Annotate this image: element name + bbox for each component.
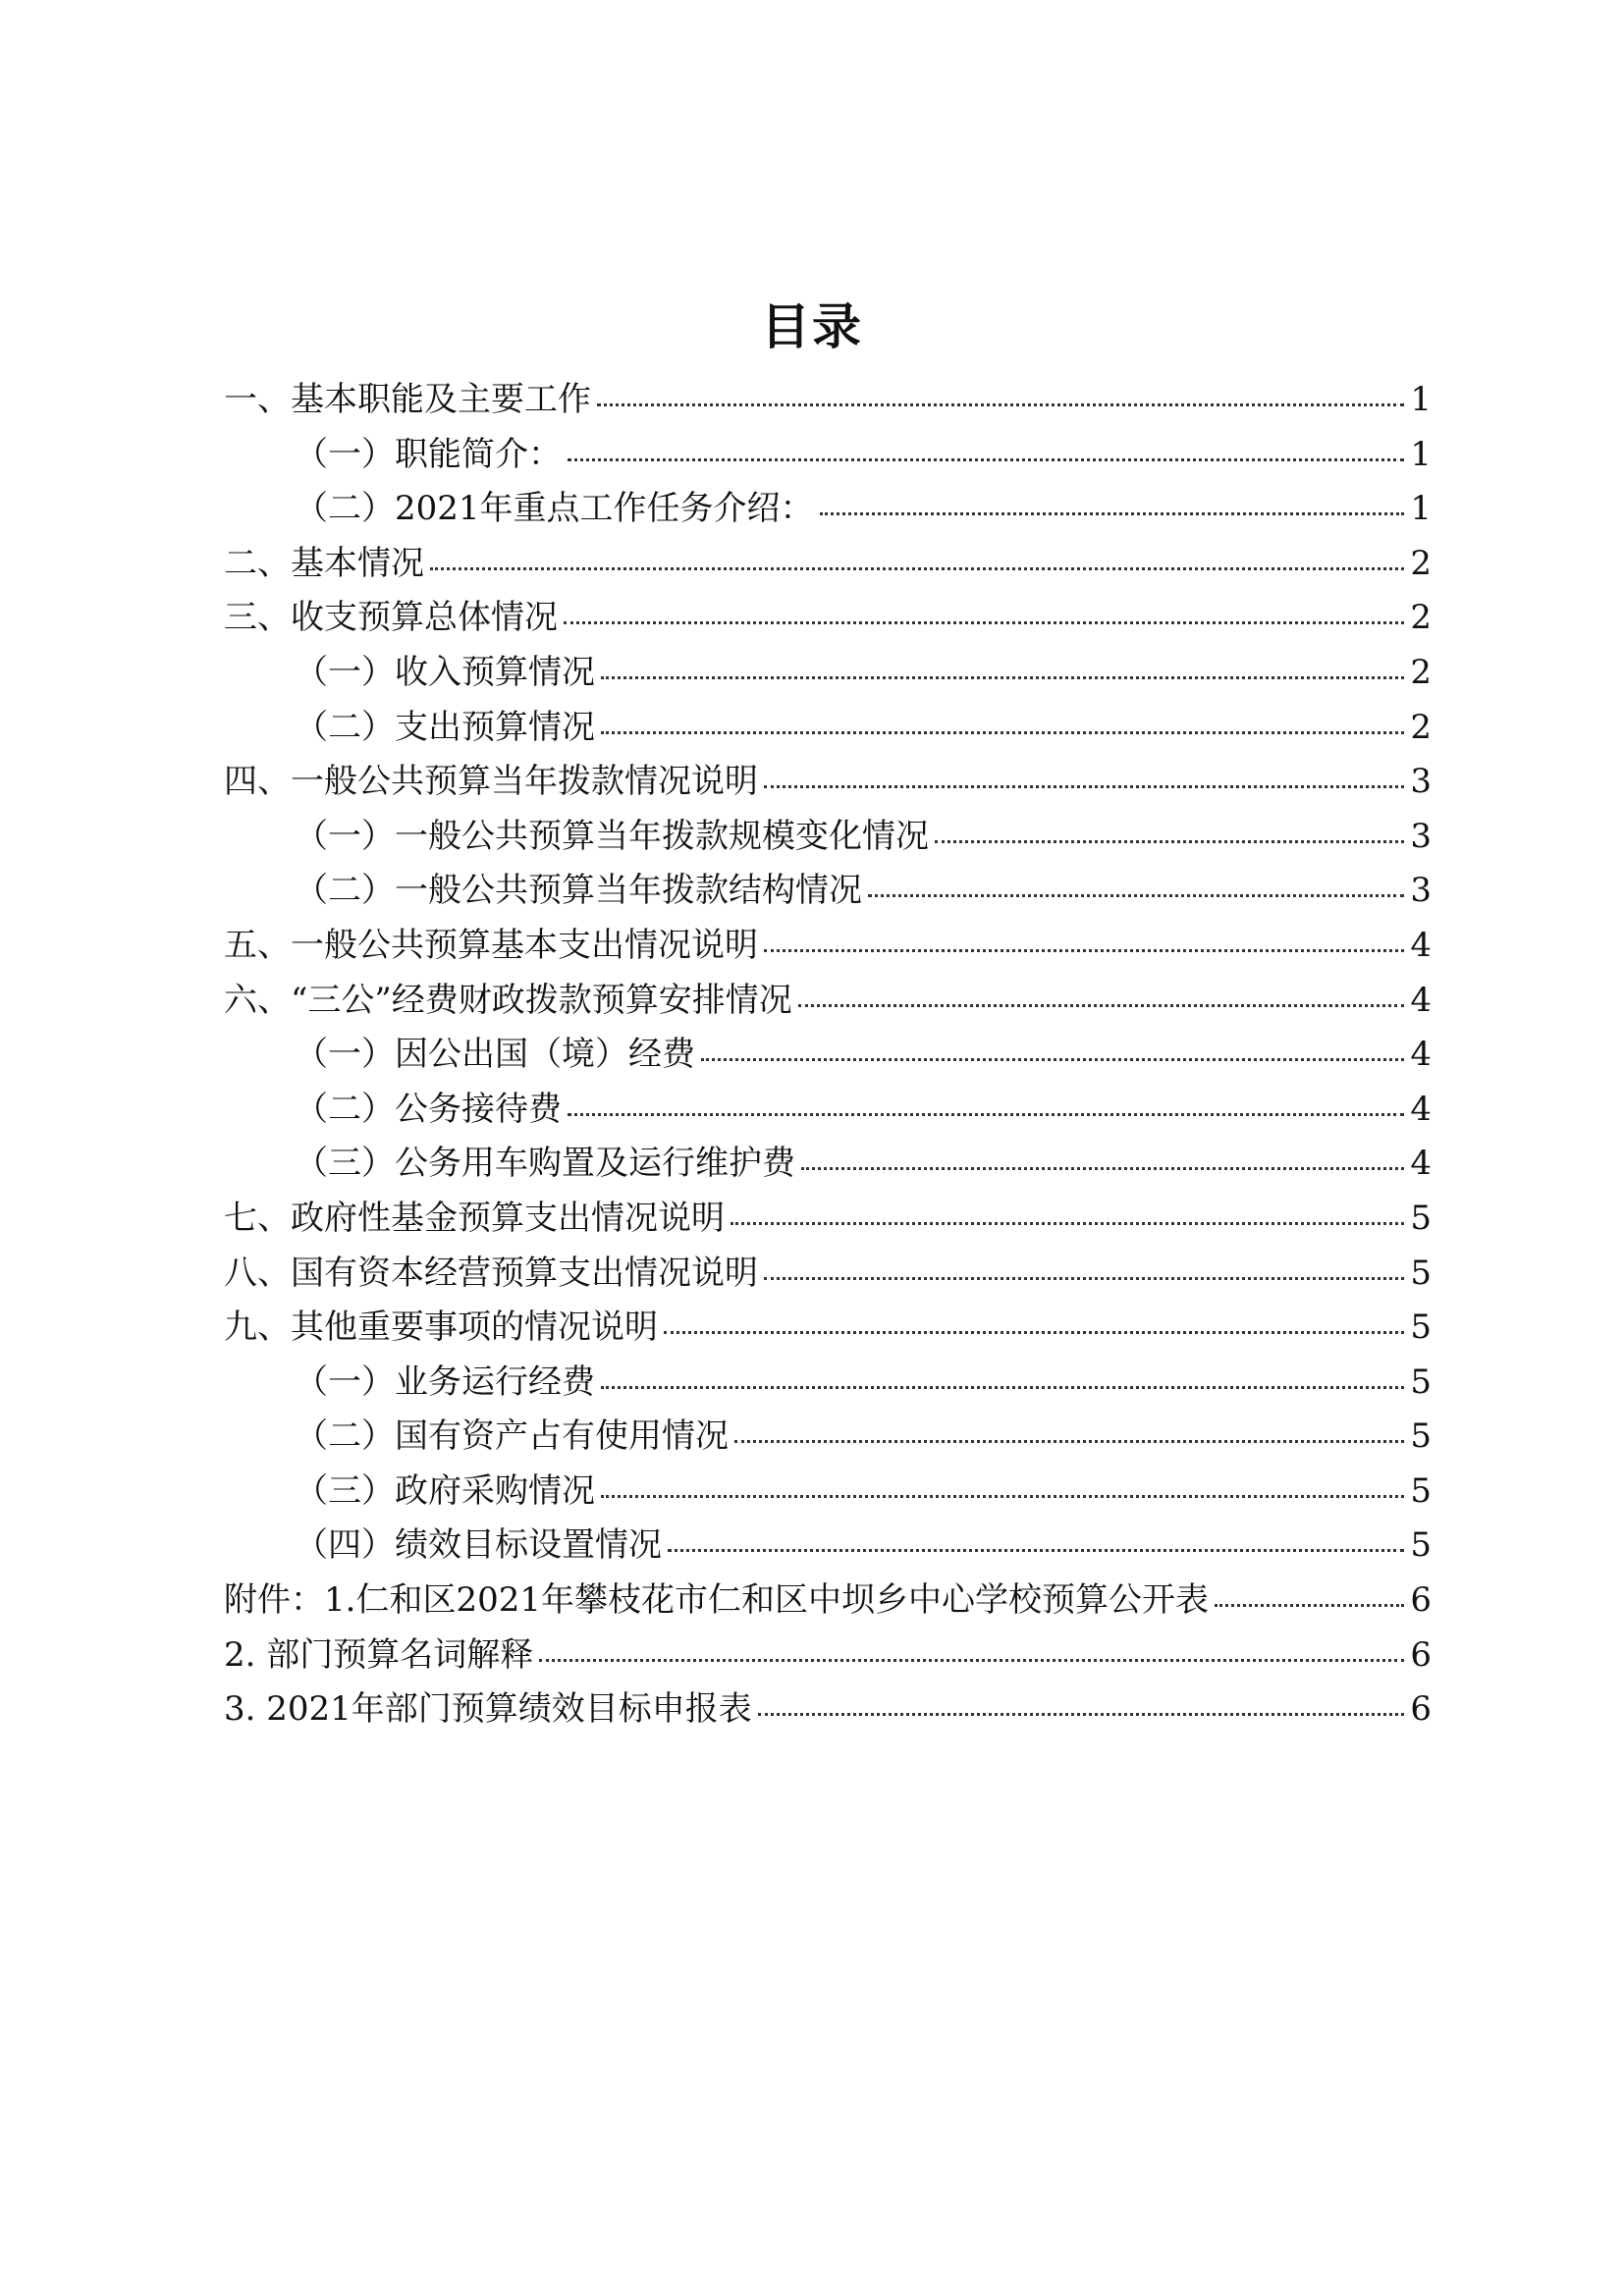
toc-dot-leader [601,731,1404,734]
toc-dot-leader [568,1113,1404,1116]
toc-entry-text: 2. 部门预算名词解释 [224,1634,534,1675]
toc-list [224,373,1432,1737]
toc-page-number: 6 [1410,1689,1432,1730]
toc-page-number: 1 [1410,489,1432,529]
toc-entry-text: （二）一般公共预算当年拨款结构情况 [295,871,862,911]
toc-entry[interactable] [224,864,1432,919]
toc-page-number: 1 [1410,434,1432,474]
toc-page-number: 2 [1410,707,1432,747]
toc-entry[interactable] [224,1192,1432,1247]
toc-entry-text: 附件：1.仁和区2021年攀枝花市仁和区中坝乡中心学校预算公开表 [224,1580,1209,1621]
toc-page-number: 2 [1410,598,1432,638]
toc-entry[interactable] [224,1682,1432,1737]
toc-entry-text: 二、基本情况 [224,543,424,583]
toc-page-number: 5 [1410,1308,1432,1348]
toc-entry-text: （三）政府采购情况 [295,1470,595,1511]
toc-entry[interactable] [224,974,1432,1029]
toc-page-number: 5 [1410,1198,1432,1238]
toc-entry[interactable] [224,646,1432,701]
toc-entry-text: （四）绩效目标设置情况 [295,1525,662,1566]
toc-dot-leader [764,1277,1404,1280]
toc-entry-text: （一）职能简介： [295,434,562,474]
toc-page-number: 1 [1410,380,1432,419]
toc-entry[interactable] [224,1301,1432,1356]
toc-dot-leader [820,512,1405,515]
toc-entry-text: 七、政府性基金预算支出情况说明 [224,1198,725,1238]
toc-entry[interactable] [224,1519,1432,1574]
toc-entry-text: （二）国有资产占有使用情况 [295,1416,729,1457]
toc-dot-leader [597,403,1404,406]
toc-page-number: 6 [1410,1634,1432,1675]
toc-dot-leader [1215,1604,1404,1607]
toc-entry-text: （一）收入预算情况 [295,652,595,692]
toc-page-number: 4 [1410,1144,1432,1184]
toc-entry-text: 九、其他重要事项的情况说明 [224,1308,658,1348]
toc-page-number: 6 [1410,1580,1432,1621]
toc-page-number: 3 [1410,871,1432,911]
toc-dot-leader [764,785,1404,788]
toc-page-number: 4 [1410,1089,1432,1129]
toc-dot-leader [764,949,1404,952]
toc-dot-leader [798,1004,1405,1007]
toc-dot-leader [668,1549,1404,1552]
toc-page-number: 5 [1410,1416,1432,1457]
toc-title: 目录 [761,297,863,355]
toc-entry[interactable] [224,701,1432,756]
toc-entry-text: 六、“三公”经费财政拨款预算安排情况 [224,980,792,1020]
toc-entry[interactable] [224,1410,1432,1465]
toc-entry-text: （三）公务用车购置及运行维护费 [295,1144,795,1184]
toc-entry-text: （一）因公出国（境）经费 [295,1035,695,1075]
toc-entry-text: 3. 2021年部门预算绩效目标申报表 [224,1689,752,1730]
toc-dot-leader [601,676,1404,679]
toc-entry[interactable] [224,919,1432,974]
toc-entry[interactable] [224,1356,1432,1411]
toc-entry[interactable] [224,810,1432,865]
toc-entry-text: 八、国有资本经营预算支出情况说明 [224,1253,758,1293]
toc-dot-leader [868,894,1404,897]
toc-entry[interactable] [224,373,1432,428]
toc-entry[interactable] [224,537,1432,592]
toc-dot-leader [430,567,1404,570]
toc-page-number: 5 [1410,1253,1432,1293]
toc-entry[interactable] [224,755,1432,810]
toc-dot-leader [539,1659,1404,1662]
toc-entry[interactable] [224,591,1432,646]
toc-entry-text: （一）一般公共预算当年拨款规模变化情况 [295,816,929,856]
toc-page-number: 5 [1410,1525,1432,1566]
toc-page-number: 5 [1410,1362,1432,1402]
toc-dot-leader [664,1331,1404,1334]
toc-dot-leader [935,840,1404,843]
toc-entry[interactable] [224,482,1432,537]
toc-entry-text: 四、一般公共预算当年拨款情况说明 [224,762,758,802]
toc-entry[interactable] [224,1083,1432,1138]
toc-dot-leader [601,1495,1404,1498]
toc-entry-text: （一）业务运行经费 [295,1362,595,1402]
toc-entry[interactable] [224,1247,1432,1302]
toc-entry-text: （二）2021年重点工作任务介绍： [295,489,814,529]
toc-entry-text: 一、基本职能及主要工作 [224,380,591,419]
toc-page-number: 2 [1410,543,1432,583]
toc-entry[interactable] [224,1629,1432,1683]
toc-entry-text: 五、一般公共预算基本支出情况说明 [224,925,758,965]
toc-page-number: 2 [1410,652,1432,692]
toc-entry-text: 三、收支预算总体情况 [224,598,558,638]
toc-entry[interactable] [224,1028,1432,1083]
toc-dot-leader [601,1386,1404,1389]
toc-entry[interactable] [224,1137,1432,1192]
toc-dot-leader [731,1222,1404,1225]
toc-dot-leader [568,458,1404,461]
toc-entry[interactable] [224,1574,1432,1629]
toc-page-number: 3 [1410,762,1432,802]
toc-dot-leader [801,1167,1404,1170]
toc-dot-leader [701,1058,1404,1061]
toc-page-number: 5 [1410,1470,1432,1511]
toc-dot-leader [758,1713,1405,1716]
toc-entry[interactable] [224,428,1432,483]
toc-page-number: 4 [1410,980,1432,1020]
toc-page-number: 4 [1410,1035,1432,1075]
toc-page-number: 4 [1410,925,1432,965]
toc-page-number: 3 [1410,816,1432,856]
toc-dot-leader [564,621,1404,624]
toc-entry-text: （二）公务接待费 [295,1089,562,1129]
toc-entry-text: （二）支出预算情况 [295,707,595,747]
toc-dot-leader [734,1440,1404,1443]
toc-entry[interactable] [224,1465,1432,1520]
